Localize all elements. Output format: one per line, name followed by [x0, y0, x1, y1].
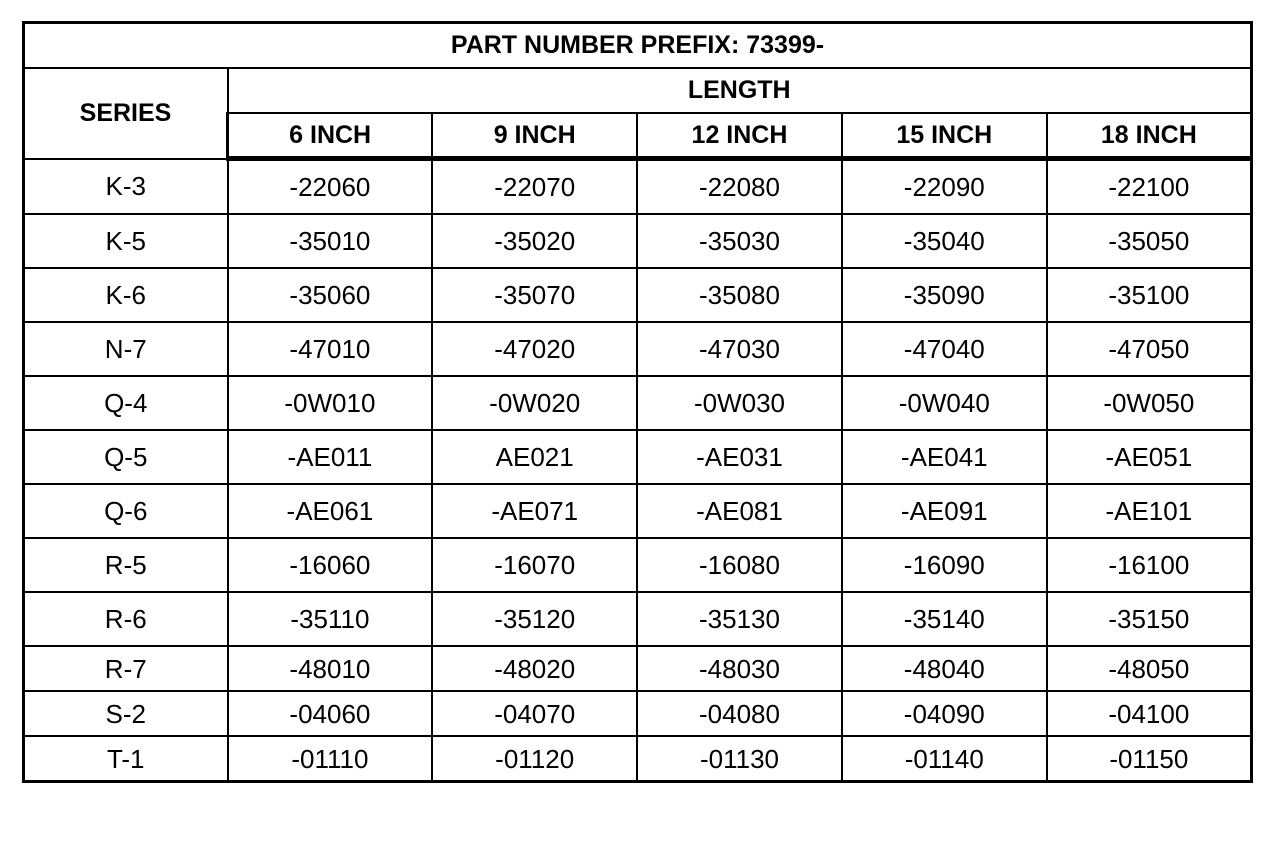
table-row — [24, 159, 1252, 215]
table-body — [24, 159, 1252, 782]
part-number-cell: -04090 — [842, 691, 1047, 736]
part-number-cell: -AE071 — [432, 484, 637, 538]
part-number-cell: -0W010 — [228, 376, 433, 430]
table-row — [24, 736, 1252, 782]
part-number-cell: -35090 — [842, 268, 1047, 322]
part-number-cell: -48050 — [1047, 646, 1252, 691]
part-number-cell: -48040 — [842, 646, 1047, 691]
part-number-cell: -35060 — [228, 268, 433, 322]
series-cell: R-6 — [24, 592, 228, 646]
part-number-cell: -47020 — [432, 322, 637, 376]
part-number-cell: -04100 — [1047, 691, 1252, 736]
part-number-cell: -16070 — [432, 538, 637, 592]
part-number-cell: -47010 — [228, 322, 433, 376]
part-number-cell: -35020 — [432, 214, 637, 268]
part-number-cell: -16080 — [637, 538, 842, 592]
table-row — [24, 268, 1252, 322]
table-row — [24, 214, 1252, 268]
part-number-cell: -04060 — [228, 691, 433, 736]
table-row — [24, 691, 1252, 736]
part-number-cell: -04080 — [637, 691, 842, 736]
part-number-cell: -AE081 — [637, 484, 842, 538]
part-number-cell: -22070 — [432, 159, 637, 215]
part-number-cell: -01130 — [637, 736, 842, 782]
part-number-cell: -AE011 — [228, 430, 433, 484]
part-number-cell: -AE031 — [637, 430, 842, 484]
part-number-cell: -22100 — [1047, 159, 1252, 215]
part-number-cell: -AE051 — [1047, 430, 1252, 484]
part-number-cell: -35080 — [637, 268, 842, 322]
part-number-cell: -01110 — [228, 736, 433, 782]
part-number-cell: -04070 — [432, 691, 637, 736]
part-number-cell: -22060 — [228, 159, 433, 215]
table-row — [24, 376, 1252, 430]
part-number-cell: -01140 — [842, 736, 1047, 782]
length-col-header: 18 INCH — [1047, 113, 1252, 159]
length-header: LENGTH — [228, 68, 1252, 113]
series-cell: S-2 — [24, 691, 228, 736]
series-cell: T-1 — [24, 736, 228, 782]
part-number-cell: -AE061 — [228, 484, 433, 538]
length-col-header: 12 INCH — [637, 113, 842, 159]
part-number-cell: -35120 — [432, 592, 637, 646]
part-number-cell: -16060 — [228, 538, 433, 592]
part-number-cell: -47040 — [842, 322, 1047, 376]
part-number-cell: -35040 — [842, 214, 1047, 268]
part-number-table — [22, 21, 1253, 783]
part-number-cell: -16100 — [1047, 538, 1252, 592]
series-cell: K-6 — [24, 268, 228, 322]
series-cell: N-7 — [24, 322, 228, 376]
length-col-header: 6 INCH — [228, 113, 433, 159]
series-cell: R-5 — [24, 538, 228, 592]
part-number-cell: -35030 — [637, 214, 842, 268]
part-number-cell: -35130 — [637, 592, 842, 646]
series-cell: K-5 — [24, 214, 228, 268]
table-row — [24, 484, 1252, 538]
part-number-cell: -16090 — [842, 538, 1047, 592]
part-number-cell: -0W050 — [1047, 376, 1252, 430]
series-cell: R-7 — [24, 646, 228, 691]
table-row — [24, 646, 1252, 691]
part-number-cell: -AE041 — [842, 430, 1047, 484]
part-number-cell: -35050 — [1047, 214, 1252, 268]
table-title: PART NUMBER PREFIX: 73399- — [24, 23, 1252, 69]
part-number-cell: -01120 — [432, 736, 637, 782]
table-row — [24, 322, 1252, 376]
length-col-header: 15 INCH — [842, 113, 1047, 159]
part-number-cell: -0W030 — [637, 376, 842, 430]
length-col-header: 9 INCH — [432, 113, 637, 159]
part-number-cell: -48020 — [432, 646, 637, 691]
table-row — [24, 430, 1252, 484]
part-number-cell: -AE101 — [1047, 484, 1252, 538]
part-number-cell: -35010 — [228, 214, 433, 268]
part-number-cell: -01150 — [1047, 736, 1252, 782]
series-cell: K-3 — [24, 159, 228, 215]
part-number-cell: -35100 — [1047, 268, 1252, 322]
part-number-cell: -48030 — [637, 646, 842, 691]
part-number-cell: -47030 — [637, 322, 842, 376]
series-cell: Q-4 — [24, 376, 228, 430]
part-number-cell: -0W040 — [842, 376, 1047, 430]
table-row — [24, 538, 1252, 592]
part-number-cell: -0W020 — [432, 376, 637, 430]
part-number-cell: -22080 — [637, 159, 842, 215]
part-number-cell: AE021 — [432, 430, 637, 484]
series-cell: Q-6 — [24, 484, 228, 538]
part-number-cell: -22090 — [842, 159, 1047, 215]
part-number-cell: -35150 — [1047, 592, 1252, 646]
series-header: SERIES — [24, 68, 228, 159]
part-number-cell: -48010 — [228, 646, 433, 691]
part-number-cell: -47050 — [1047, 322, 1252, 376]
part-number-cell: -AE091 — [842, 484, 1047, 538]
part-number-cell: -35070 — [432, 268, 637, 322]
table-row — [24, 592, 1252, 646]
part-number-cell: -35110 — [228, 592, 433, 646]
part-number-cell: -35140 — [842, 592, 1047, 646]
series-cell: Q-5 — [24, 430, 228, 484]
